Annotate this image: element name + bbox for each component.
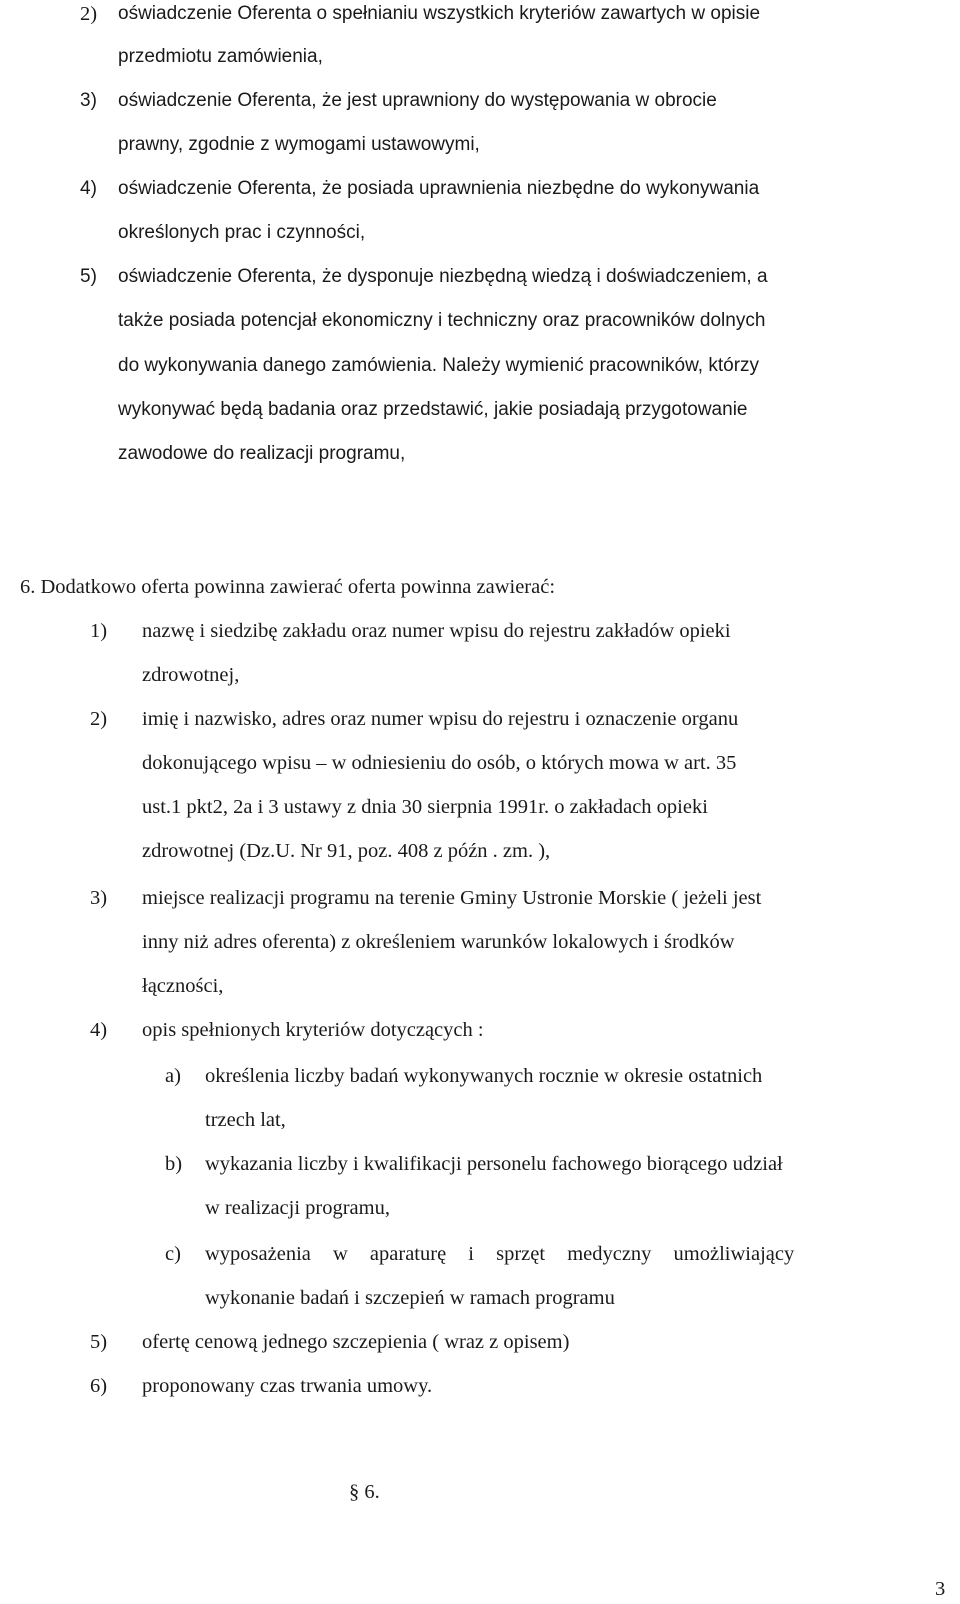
list-number: 4) <box>90 1019 108 1041</box>
paragraph-line: nazwę i siedzibę zakładu oraz numer wpisu do rejestru zakładów opieki <box>142 620 731 642</box>
paragraph-line: przedmiotu zamówienia, <box>118 46 323 67</box>
sub-list-letter: b) <box>165 1153 183 1175</box>
list-number: 4) <box>80 178 97 199</box>
paragraph-line: wykazania liczby i kwalifikacji personelu fachowego biorącego udział <box>205 1153 783 1175</box>
section-sign-heading: § 6. <box>349 1481 380 1503</box>
paragraph-line: opis spełnionych kryteriów dotyczących : <box>142 1019 484 1041</box>
paragraph-line: także posiada potencjał ekonomiczny i techniczny oraz pracowników dolnych <box>118 310 766 331</box>
list-number: 6) <box>90 1375 108 1397</box>
paragraph-line: zawodowe do realizacji programu, <box>118 443 406 464</box>
list-number: 3) <box>90 887 108 909</box>
paragraph-line: ofertę cenową jednego szczepienia ( wraz z opisem) <box>142 1331 570 1353</box>
paragraph-line: zdrowotnej (Dz.U. Nr 91, poz. 408 z późn . zm. ), <box>142 840 551 862</box>
paragraph-line: prawny, zgodnie z wymogami ustawowymi, <box>118 134 480 155</box>
paragraph-line: oświadczenie Oferenta, że posiada uprawnienia niezbędne do wykonywania <box>118 178 760 199</box>
paragraph-line: trzech lat, <box>205 1109 286 1131</box>
sub-list-letter: a) <box>165 1065 181 1087</box>
paragraph-line: zdrowotnej, <box>142 664 240 686</box>
paragraph-line: dokonującego wpisu – w odniesieniu do osób, o których mowa w art. 35 <box>142 752 737 774</box>
paragraph-line: wyposażenia w aparaturę i sprzęt medyczny umożliwiający <box>205 1243 795 1265</box>
paragraph-line: proponowany czas trwania umowy. <box>142 1375 433 1397</box>
list-number: 2) <box>80 3 98 25</box>
paragraph-line: ust.1 pkt2, 2a i 3 ustawy z dnia 30 sierpnia 1991r. o zakładach opieki <box>142 796 708 818</box>
page-number: 3 <box>935 1578 946 1600</box>
paragraph-line: w realizacji programu, <box>205 1197 390 1219</box>
paragraph-line: imię i nazwisko, adres oraz numer wpisu do rejestru i oznaczenie organu <box>142 708 739 730</box>
list-number: 2) <box>90 708 108 730</box>
paragraph-line: wykonanie badań i szczepień w ramach programu <box>205 1287 615 1309</box>
paragraph-line: określenia liczby badań wykonywanych rocznie w okresie ostatnich <box>205 1065 763 1087</box>
paragraph-line: wykonywać będą badania oraz przedstawić, jakie posiadają przygotowanie <box>118 399 748 420</box>
paragraph-line: określonych prac i czynności, <box>118 222 366 243</box>
paragraph-line: inny niż adres oferenta) z określeniem warunków lokalowych i środków <box>142 931 735 953</box>
list-number: 5) <box>90 1331 108 1353</box>
sub-list-letter: c) <box>165 1243 181 1265</box>
paragraph-line: do wykonywania danego zamówienia. Należy wymienić pracowników, którzy <box>118 355 760 376</box>
paragraph-line: oświadczenie Oferenta, że jest uprawniony do występowania w obrocie <box>118 90 717 111</box>
paragraph-line: łączności, <box>142 975 224 997</box>
paragraph-line: oświadczenie Oferenta, że dysponuje niezbędną wiedzą i doświadczeniem, a <box>118 266 768 287</box>
list-number: 5) <box>80 266 97 287</box>
section-heading: 6. Dodatkowo oferta powinna zawierać oferta powinna zawierać: <box>20 576 556 598</box>
paragraph-line: miejsce realizacji programu na terenie Gminy Ustronie Morskie ( jeżeli jest <box>142 887 762 909</box>
list-number: 3) <box>80 90 97 111</box>
list-number: 1) <box>90 620 108 642</box>
paragraph-line: oświadczenie Oferenta o spełnianiu wszystkich kryteriów zawartych w opisie <box>118 3 761 24</box>
